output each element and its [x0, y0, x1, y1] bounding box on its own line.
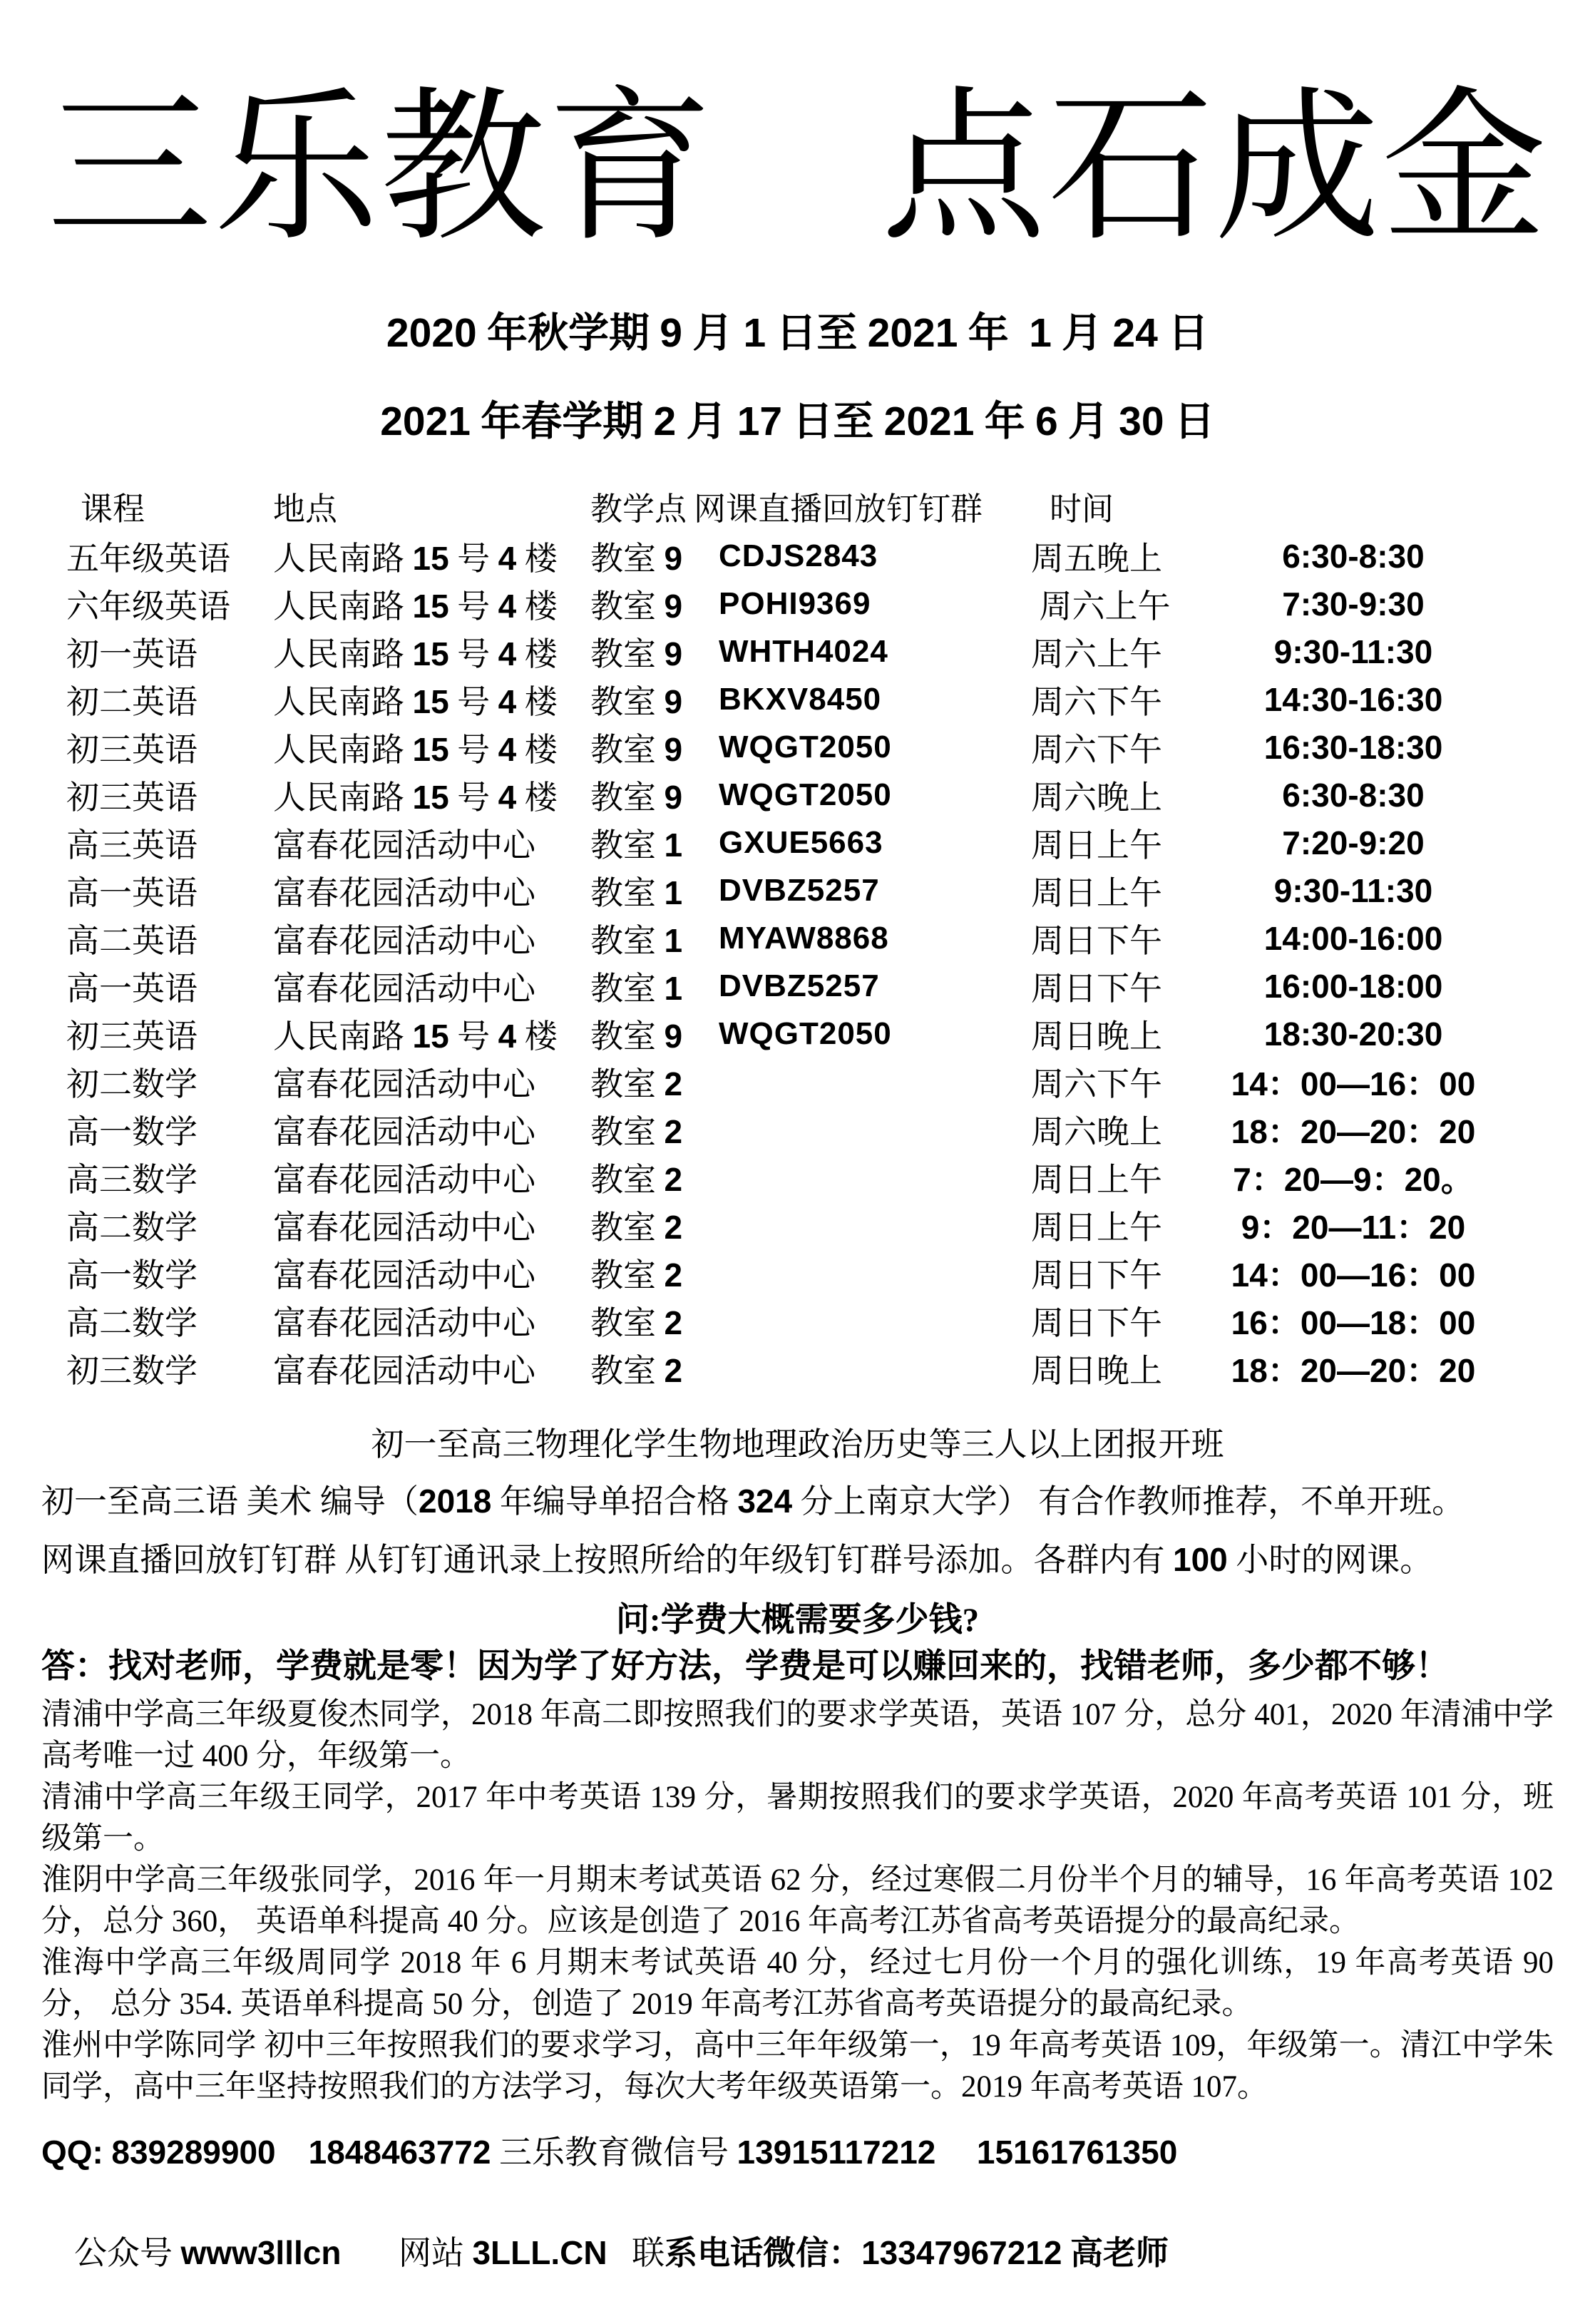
cell-day: 周六晚上 [1031, 779, 1162, 817]
qq-contact-line: QQ: 839289900 1848463772 三乐教育微信号 13915117212 15161761350 [41, 2134, 1178, 2171]
cell-day: 周六上午 [1031, 636, 1162, 673]
col-header-location: 地点 [273, 491, 338, 528]
cell-location: 富春花园活动中心 [273, 1162, 535, 1199]
col-header-time: 时间 [1050, 491, 1114, 528]
schedule-row [41, 724, 1554, 772]
cell-course: 初三英语 [66, 732, 198, 769]
cell-location: 富春花园活动中心 [273, 971, 535, 1008]
cell-classroom: 教室 2 [590, 1352, 683, 1390]
testimonial-paragraph: 清浦中学高三年级王同学，2017 年中考英语 139 分，暑期按照我们的要求学英语，2020 年高考英语 101 分，班级第一。 [41, 1781, 1554, 1856]
cell-location: 人民南路 15 号 4 楼 [273, 1018, 558, 1055]
cell-course: 五年级英语 [66, 541, 230, 578]
group-class-note: 初一至高三物理化学生物地理政治历史等三人以上团报开班 [371, 1425, 1224, 1463]
cell-location: 人民南路 15 号 4 楼 [273, 779, 558, 817]
schedule-row [41, 580, 1554, 628]
cell-day: 周六下午 [1031, 1066, 1162, 1103]
schedule-row [41, 1297, 1554, 1345]
cell-dingtalk-group: WQGT2050 [719, 777, 892, 813]
cell-time: 16：00—18：00 [1231, 1304, 1476, 1342]
cell-course: 高一数学 [66, 1257, 198, 1294]
cell-course: 初一英语 [66, 636, 198, 673]
schedule-row [41, 1106, 1554, 1154]
cell-time: 7:30-9:30 [1282, 585, 1425, 623]
cell-day: 周日上午 [1031, 1209, 1162, 1247]
cell-classroom: 教室 2 [590, 1209, 683, 1247]
col-header-site: 教学点 [590, 491, 687, 528]
cell-time: 9:30-11:30 [1273, 633, 1433, 671]
cell-location: 富春花园活动中心 [273, 1257, 535, 1294]
schedule-table [41, 480, 1554, 1393]
cell-course: 高二英语 [66, 923, 198, 960]
cell-classroom: 教室 2 [590, 1256, 683, 1294]
schedule-row [41, 1010, 1554, 1058]
schedule-row [41, 1249, 1554, 1297]
schedule-row [41, 1154, 1554, 1202]
cell-classroom: 教室 9 [590, 779, 683, 817]
brand-title: 三乐教育 点石成金 [46, 78, 1549, 261]
dingtalk-group-note: 网课直播回放钉钉群 从钉钉通讯录上按照所给的年级钉钉群号添加。各群内有 100 小时的网课。 [41, 1540, 1433, 1578]
cell-course: 初二数学 [66, 1066, 198, 1103]
cell-classroom: 教室 2 [590, 1304, 683, 1342]
cell-location: 富春花园活动中心 [273, 1066, 535, 1103]
schedule-row [41, 915, 1554, 963]
cell-day: 周日下午 [1031, 1257, 1162, 1294]
cell-classroom: 教室 9 [590, 635, 683, 673]
art-course-note: 初一至高三语 美术 编导（2018 年编导单招合格 324 分上南京大学） 有合作教师推荐，不单开班。 [41, 1482, 1465, 1520]
cell-classroom: 教室 2 [590, 1065, 683, 1103]
cell-day: 周六下午 [1031, 684, 1162, 721]
cell-dingtalk-group: WQGT2050 [719, 1016, 892, 1052]
cell-course: 初三英语 [66, 1018, 198, 1055]
cell-day: 周六上午 [1031, 588, 1171, 625]
cell-location: 富春花园活动中心 [273, 1209, 535, 1247]
schedule-row [41, 963, 1554, 1010]
cell-course: 高二数学 [66, 1305, 198, 1342]
cell-dingtalk-group: CDJS2843 [719, 538, 878, 574]
cell-classroom: 教室 1 [590, 826, 683, 864]
cell-location: 人民南路 15 号 4 楼 [273, 731, 558, 769]
cell-course: 高二数学 [66, 1209, 198, 1247]
cell-day: 周六下午 [1031, 732, 1162, 769]
website-contact-regular: 公众号 www3lllcn 网站 3LLL.CN 联 [74, 2234, 665, 2272]
cell-course: 高一英语 [66, 875, 198, 912]
schedule-row [41, 533, 1554, 580]
schedule-row [41, 819, 1554, 867]
cell-time: 7：20—9：20。 [1233, 1161, 1474, 1199]
cell-dingtalk-group: POHI9369 [719, 586, 871, 622]
schedule-row [41, 628, 1554, 676]
cell-time: 14：00—16：00 [1231, 1065, 1476, 1103]
cell-location: 富春花园活动中心 [273, 875, 535, 912]
cell-location: 富春花园活动中心 [273, 923, 535, 960]
cell-time: 18：20—20：20 [1231, 1113, 1476, 1151]
cell-day: 周日晚上 [1031, 1018, 1162, 1055]
cell-day: 周日上午 [1031, 1162, 1162, 1199]
testimonial-paragraph: 淮州中学陈同学 初中三年按照我们的要求学习，高中三年年级第一，19 年高考英语 109，年级第一。清江中学朱同学，高中三年坚持按照我们的方法学习，每次大考年级英语第一。2019 年高考英语 107。 [41, 2029, 1554, 2104]
cell-classroom: 教室 9 [590, 1018, 683, 1055]
cell-course: 高一数学 [66, 1114, 198, 1151]
schedule-row [41, 1345, 1554, 1393]
cell-location: 人民南路 15 号 4 楼 [273, 635, 558, 673]
cell-classroom: 教室 2 [590, 1113, 683, 1151]
cell-classroom: 教室 9 [590, 588, 683, 625]
cell-dingtalk-group: MYAW8868 [719, 921, 889, 956]
cell-location: 人民南路 15 号 4 楼 [273, 683, 558, 721]
cell-location: 富春花园活动中心 [273, 1114, 535, 1151]
cell-time: 6:30-8:30 [1282, 777, 1425, 814]
schedule-row [41, 1058, 1554, 1106]
col-header-course: 课程 [81, 491, 145, 528]
cell-dingtalk-group: BKXV8450 [719, 682, 882, 717]
cell-location: 人民南路 15 号 4 楼 [273, 540, 558, 578]
cell-day: 周日晚上 [1031, 1353, 1162, 1390]
cell-time: 9:30-11:30 [1273, 872, 1433, 910]
cell-day: 周日下午 [1031, 1305, 1162, 1342]
cell-day: 周日下午 [1031, 923, 1162, 960]
cell-location: 富春花园活动中心 [273, 1353, 535, 1390]
schedule-row [41, 676, 1554, 724]
cell-day: 周五晚上 [1031, 541, 1162, 578]
cell-time: 16:00-18:00 [1263, 968, 1443, 1005]
cell-day: 周六晚上 [1031, 1114, 1162, 1151]
flyer-page [0, 66, 1595, 2312]
cell-location: 人民南路 15 号 4 楼 [273, 588, 558, 625]
semester-line-spring: 2021 年春学期 2 月 17 日至 2021 年 6 月 30 日 [380, 398, 1215, 444]
cell-classroom: 教室 9 [590, 731, 683, 769]
cell-time: 16:30-18:30 [1263, 729, 1443, 767]
cell-time: 14:30-16:30 [1263, 681, 1443, 719]
cell-time: 18：20—20：20 [1231, 1352, 1476, 1390]
cell-dingtalk-group: DVBZ5257 [719, 968, 880, 1004]
testimonial-paragraph: 清浦中学高三年级夏俊杰同学，2018 年高二即按照我们的要求学英语，英语 107 分，总分 401，2020 年清浦中学高考唯一过 400 分，年级第一。 [41, 1698, 1554, 1773]
cell-dingtalk-group: GXUE5663 [719, 825, 883, 861]
cell-course: 高三英语 [66, 827, 198, 864]
schedule-row [41, 772, 1554, 819]
cell-time: 14:00-16:00 [1263, 920, 1443, 958]
cell-time: 7:20-9:20 [1282, 824, 1425, 862]
cell-dingtalk-group: WQGT2050 [719, 730, 892, 765]
cell-course: 初三英语 [66, 779, 198, 817]
cell-course: 高一英语 [66, 971, 198, 1008]
schedule-row [41, 867, 1554, 915]
cell-course: 高三数学 [66, 1162, 198, 1199]
cell-classroom: 教室 9 [590, 540, 683, 578]
cell-classroom: 教室 1 [590, 874, 683, 912]
tuition-question: 问:学费大概需要多少钱? [615, 1602, 980, 1639]
cell-classroom: 教室 1 [590, 970, 683, 1008]
cell-course: 初二英语 [66, 684, 198, 721]
phone-contact-bold: 系电话微信：13347967212 高老师 [665, 2234, 1169, 2272]
testimonials-section [41, 1694, 1561, 2108]
semester-line-fall: 2020 年秋学期 9 月 1 日至 2021 年 1 月 24 日 [386, 310, 1209, 357]
col-header-group: 网课直播回放钉钉群 [694, 491, 983, 528]
cell-location: 富春花园活动中心 [273, 827, 535, 864]
cell-location: 富春花园活动中心 [273, 1305, 535, 1342]
tuition-answer: 答：找对老师，学费就是零！因为学了好方法，学费是可以赚回来的，找错老师，多少都不够！ [41, 1648, 1449, 1686]
cell-classroom: 教室 1 [590, 922, 683, 960]
cell-classroom: 教室 9 [590, 683, 683, 721]
schedule-header-row [41, 480, 1554, 533]
testimonial-paragraph: 淮阴中学高三年级张同学，2016 年一月期末考试英语 62 分，经过寒假二月份半个月的辅导，16 年高考英语 102 分，总分 360， 英语单科提高 40 分。应该是创造了 2016 年高考江苏省高考英语提分的最高纪录。 [41, 1863, 1561, 1939]
website-contact-line [41, 2189, 1554, 2312]
cell-time: 18:30-20:30 [1263, 1015, 1443, 1053]
cell-dingtalk-group: WHTH4024 [719, 634, 888, 670]
cell-time: 6:30-8:30 [1282, 538, 1425, 575]
cell-dingtalk-group: DVBZ5257 [719, 873, 880, 908]
schedule-row [41, 1202, 1554, 1249]
cell-time: 9：20—11：20 [1241, 1209, 1466, 1247]
cell-day: 周日下午 [1031, 971, 1162, 1008]
cell-time: 14：00—16：00 [1231, 1256, 1476, 1294]
cell-day: 周日上午 [1031, 827, 1162, 864]
testimonial-paragraph: 淮海中学高三年级周同学 2018 年 6 月期末考试英语 40 分，经过七月份一个月的强化训练，19 年高考英语 90 分， 总分 354. 英语单科提高 50 分，创造了 2019 年高考江苏省高考英语提分的最高纪录。 [41, 1946, 1561, 2022]
cell-course: 初三数学 [66, 1353, 198, 1390]
cell-course: 六年级英语 [66, 588, 230, 625]
cell-classroom: 教室 2 [590, 1161, 683, 1199]
cell-day: 周日上午 [1031, 875, 1162, 912]
